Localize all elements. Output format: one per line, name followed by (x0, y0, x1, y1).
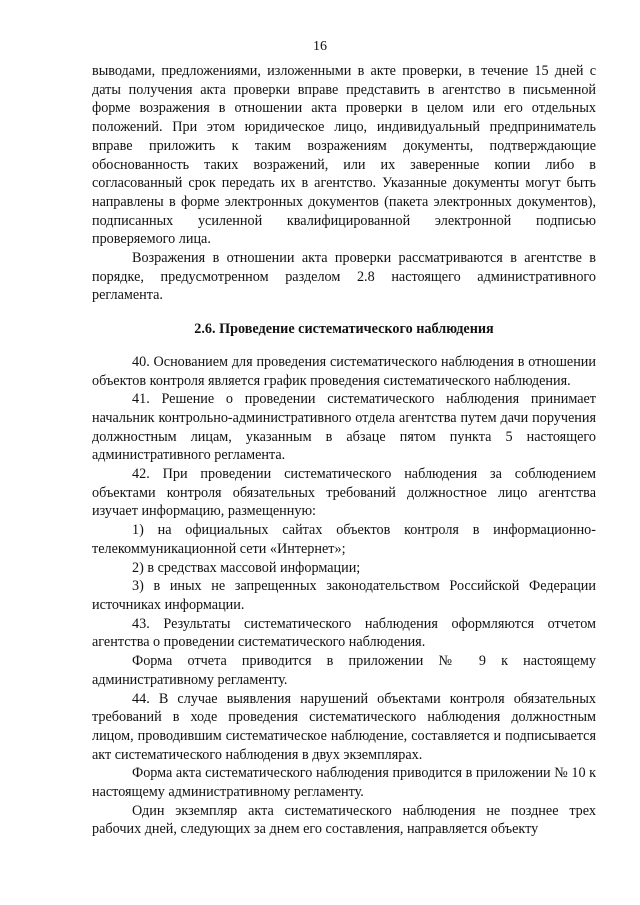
page-number: 16 (313, 39, 327, 54)
list-item-1: 1) на официальных сайтах объектов контроля в информационно-телекоммуникационной сети «Интернет»; (92, 522, 596, 557)
paragraph-continuation: выводами, предложениями, изложенными в акте проверки, в течение 15 дней с даты получения акта проверки вправе представить в агентство в письменной форме возражения в отношении акта проверки в целом или его отдельных положений. При этом юридическое лицо, индивидуальный предприниматель вправе приложить к таким возражениям документы, подтверждающие обоснованность таких возражений, или их заверенные копии либо в согласованный срок передать их в агентство. Указанные документы могут быть направлены в форме электронных документов (пакета электронных документов), подписанных усиленной квалифицированной электронной подписью проверяемого лица. (92, 63, 596, 248)
paragraph-item-44: 44. В случае выявления нарушений объектами контроля обязательных требований в ходе проведения систематического наблюдения должностным лицом, проводившим систематическое наблюдение, составляется и подписывается акт систематического наблюдения в двух экземплярах. (92, 690, 596, 763)
section-heading: 2.6. Проведение систематического наблюдения (194, 321, 494, 338)
paragraph-report-form: Форма отчета приводится в приложении № 9 к настоящему административному регламенту. (92, 653, 596, 688)
paragraph-item-41: 41. Решение о проведении систематического наблюдения принимает начальник контрольно-административного отдела агентства путем дачи поручения должностным лицам, указанным в абзаце пятом пункта 5 настоящего административного регламента. (92, 391, 596, 464)
list-item-3: 3) в иных не запрещенных законодательством Российской Федерации источниках информации. (92, 578, 596, 613)
paragraph-act-form: Форма акта систематического наблюдения приводится в приложении № 10 к настоящему административному регламенту. (92, 765, 596, 801)
paragraph-item-43: 43. Результаты систематического наблюдения оформляются отчетом агентства о проведении систематического наблюдения. (92, 615, 596, 651)
paragraph-act-copy: Один экземпляр акта систематического наблюдения не позднее трех рабочих дней, следующих за днем его составления, направляется объекту (92, 802, 596, 838)
document-body (92, 62, 596, 839)
paragraph-item-40: 40. Основанием для проведения систематического наблюдения в отношении объектов контроля является график проведения систематического наблюдения. (92, 353, 596, 389)
paragraph-objections: Возражения в отношении акта проверки рассматриваются в агентстве в порядке, предусмотренном разделом 2.8 настоящего административного регламента. (92, 250, 596, 304)
paragraph-item-42: 42. При проведении систематического наблюдения за соблюдением объектами контроля обязательных требований должностное лицо агентства изучает информацию, размещенную: (92, 466, 596, 520)
list-item-2: 2) в средствах массовой информации; (132, 559, 361, 576)
